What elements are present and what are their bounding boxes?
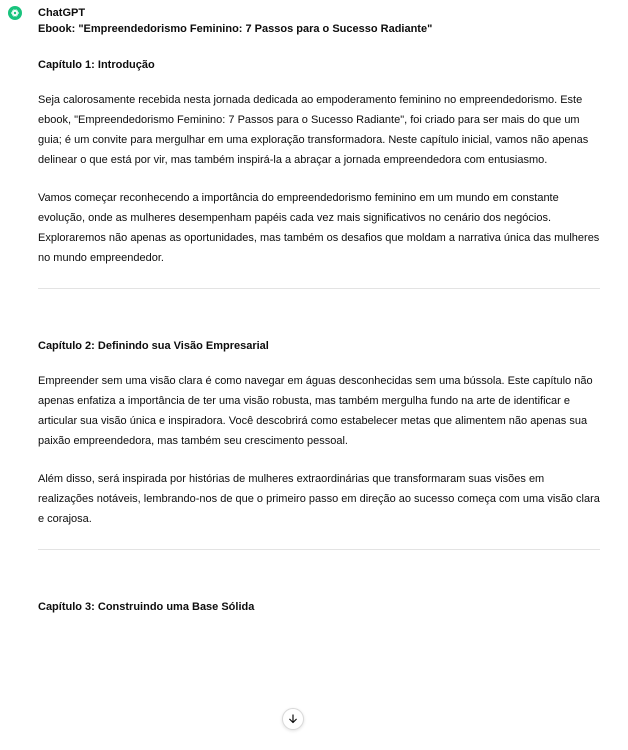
section-divider bbox=[38, 549, 600, 550]
scroll-to-bottom-button[interactable] bbox=[282, 708, 304, 730]
assistant-message bbox=[38, 22, 600, 632]
arrow-down-icon bbox=[287, 713, 299, 725]
chapter-paragraph: Seja calorosamente recebida nesta jornada dedicada ao empoderamento feminino no empreendedorismo. Este ebook, "Empreendedorismo Feminino: 7 Passos para o Sucesso Radiante", foi criado para ser mais do que um guia; é um convite para mergulhar em uma exploração transformadora. Neste capítulo inicial, vamos não apenas delinear o que está por vir, mas também inspirá-la a abraçar a jornada empreendedora com entusiasmo. bbox=[38, 94, 589, 166]
chapter-paragraph: Empreender sem uma visão clara é como navegar em águas desconhecidas sem uma bússola. Este capítulo não apenas enfatiza a importância de ter uma visão robusta, mas também mergulha fundo na arte de identificar e articular sua visão única e inspiradora. Você descobrirá como estabelecer metas que alimentem não apenas sua paixão empreendedora, mas também seu crescimento pessoal. bbox=[38, 375, 593, 447]
chapter-1 bbox=[38, 58, 600, 268]
chapter-2 bbox=[38, 339, 600, 529]
chatgpt-avatar bbox=[8, 6, 22, 20]
chapter-paragraph: Vamos começar reconhecendo a importância do empreendedorismo feminino em um mundo em constante evolução, onde as mulheres desempenham papéis cada vez mais significativos no cenário dos negócios. Exploraremos não apenas as oportunidades, mas também os desafios que moldam a narrativa única das mulheres no mundo empreendedor. bbox=[38, 192, 600, 264]
chapter-heading: Capítulo 3: Construindo uma Base Sólida bbox=[38, 601, 255, 613]
ebook-title: Ebook: "Empreendedorismo Feminino: 7 Passos para o Sucesso Radiante" bbox=[38, 23, 433, 35]
openai-logo-icon bbox=[10, 8, 20, 18]
chapter-paragraph: Além disso, será inspirada por histórias de mulheres extraordinárias que transformaram suas visões em realizações notáveis, lembrando-nos de que o primeiro passo em direção ao sucesso começa com uma visão clara e corajosa. bbox=[38, 473, 600, 525]
chapter-heading: Capítulo 1: Introdução bbox=[38, 59, 155, 71]
chapter-3 bbox=[38, 600, 600, 614]
chapter-heading: Capítulo 2: Definindo sua Visão Empresarial bbox=[38, 340, 269, 352]
section-divider bbox=[38, 288, 600, 289]
sender-name: ChatGPT bbox=[38, 7, 86, 19]
